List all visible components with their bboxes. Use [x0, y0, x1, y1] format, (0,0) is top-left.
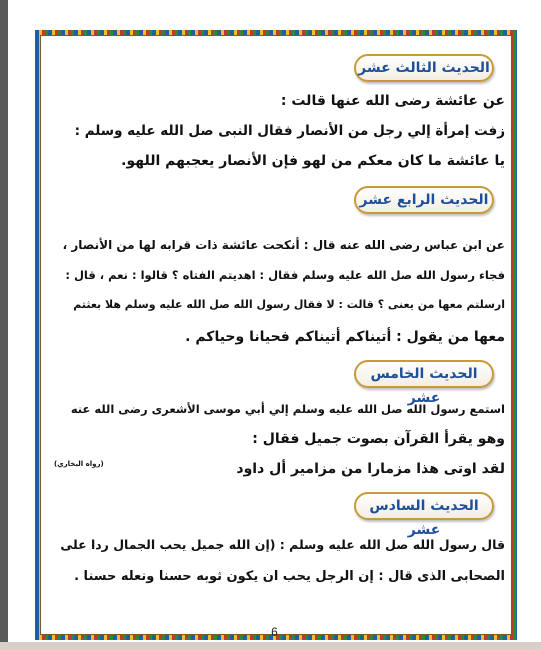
hadith-16-line-2: الصحابى الذى قال : إن الرجل يحب ان يكون ثوبه حسنا ونعله حسنا . — [74, 569, 505, 584]
hadith-14-line-4: معها من يقول : أتيناكم أتيناكم فحيانا وحياكم . — [185, 329, 505, 345]
hadith-15-line-2: وهو يقرأ القرآن بصوت جميل فقال : — [252, 431, 505, 447]
hadith-16-line-1: قال رسول الله صل الله عليه وسلم : (إن الله جميل يحب الجمال ردا على — [60, 537, 505, 552]
viewer-left-edge — [0, 0, 8, 649]
document-page — [8, 0, 541, 642]
section-heading-14: الحديث الرابع عشر — [354, 186, 494, 214]
section-heading-13: الحديث الثالث عشر — [354, 54, 494, 82]
page-number: 6 — [271, 625, 278, 639]
section-heading-16: الحديث السادس عشر — [354, 492, 494, 520]
viewer-bottom-strip — [0, 642, 541, 649]
section-heading-15: الحديث الخامس عشر — [354, 360, 494, 388]
hadith-14-line-2: فجاء رسول الله صل الله عليه وسلم فقال : اهديتم الفتاه ؟ قالوا : نعم ، قال : — [65, 268, 505, 282]
hadith-15-line-3: لقد اوتى هذا مزمارا من مزامير أل داود — [236, 461, 505, 477]
hadith-13-line-3: يا عائشة ما كان معكم من لهو فإن الأنصار يعجبهم اللهو. — [121, 153, 505, 169]
hadith-15-line-1: استمع رسول الله صل الله عليه وسلم إلي أبي موسى الأشعرى رضى الله عنه — [70, 402, 505, 416]
hadith-13-line-1: عن عائشة رضى الله عنها قالت : — [280, 93, 505, 109]
hadith-13-line-2: زفت إمرأة إلي رجل من الأنصار فقال النبى صل الله عليه وسلم : — [74, 123, 505, 139]
hadith-14-line-3: ارسلتم معها من يعنى ؟ قالت : لا فقال رسول الله صل الله عليه وسلم هلا بعثتم — [73, 298, 505, 311]
hadith-citation: (رواه البخاري) — [54, 460, 104, 468]
hadith-14-line-1: عن ابن عباس رضى الله عنه قال : أنكحت عائشة ذات قرابه لها من الأنصار ، — [62, 238, 505, 252]
